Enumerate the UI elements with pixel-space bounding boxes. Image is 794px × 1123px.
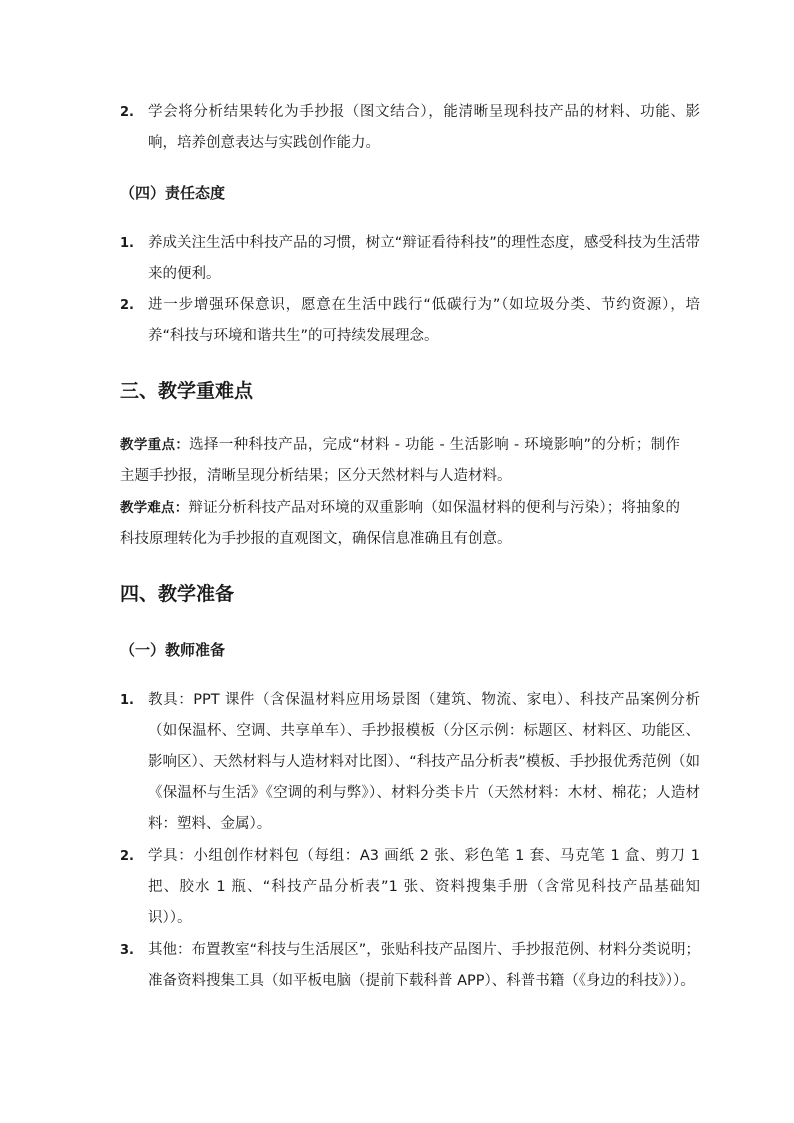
list-item xyxy=(120,97,700,159)
list-item-number: 2. xyxy=(120,105,134,120)
section-heading-responsibility: （四）责任态度 xyxy=(120,184,226,202)
teaching-focus-paragraph xyxy=(120,430,680,492)
list-item xyxy=(120,290,700,352)
list-item xyxy=(120,685,700,840)
list-item-number: 1. xyxy=(120,236,134,251)
teaching-focus-text: 选择一种科技产品，完成“材料 - 功能 - 生活影响 - 环境影响”的分析；制作主题手抄报，清晰呈现分析结果；区分天然材料与人造材料。 xyxy=(120,437,681,484)
teaching-difficulty-paragraph xyxy=(120,493,680,555)
list-item-text: 教具：PPT 课件（含保温材料应用场景图（建筑、物流、家电）、科技产品案例分析（如保温杯、空调、共享单车）、手抄报模板（分区示例：标题区、材料区、功能区、影响区）、天然材料与人造材料对比图）、“科技产品分析表”模板、手抄报优秀范例（如《保温杯与生活》《空调的利与弊》）、材料分类卡片（天然材料：木材、棉花；人造材料：塑料、金属）。 xyxy=(148,692,700,832)
list-item-text: 学具：小组创作材料包（每组：A3 画纸 2 张、彩色笔 1 套、马克笔 1 盒、剪刀 1 把、胶水 1 瓶、“科技产品分析表”1 张、资料搜集手册（含常见科技产品基础知识））。 xyxy=(148,848,700,926)
teaching-difficulty-text: 辩证分析科技产品对环境的双重影响（如保温材料的便利与污染）；将抽象的科技原理转化为手抄报的直观图文，确保信息准确且有创意。 xyxy=(120,500,680,547)
chapter-heading-key-points: 三、教学重难点 xyxy=(120,380,254,402)
list-item-number: 1. xyxy=(120,693,134,708)
list-item-number: 2. xyxy=(120,298,134,313)
teaching-difficulty-label: 教学难点： xyxy=(120,500,189,516)
list-item-text: 养成关注生活中科技产品的习惯，树立“辩证看待科技”的理性态度，感受科技为生活带来的便利。 xyxy=(148,235,700,282)
list-item-number: 2. xyxy=(120,849,134,864)
list-item xyxy=(120,935,700,997)
list-item-text: 学会将分析结果转化为手抄报（图文结合），能清晰呈现科技产品的材料、功能、影响，培养创意表达与实践创作能力。 xyxy=(148,104,700,151)
list-item-text: 其他：布置教室“科技与生活展区”，张贴科技产品图片、手抄报范例、材料分类说明；准备资料搜集工具（如平板电脑（提前下载科普 APP）、科普书籍（《身边的科技》））。 xyxy=(148,942,700,989)
list-item xyxy=(120,228,700,290)
teaching-focus-label: 教学重点： xyxy=(120,437,190,453)
list-item-text: 进一步增强环保意识，愿意在生活中践行“低碳行为”（如垃圾分类、节约资源），培养“科技与环境和谐共生”的可持续发展理念。 xyxy=(148,297,700,344)
list-item-number: 3. xyxy=(120,943,134,958)
section-heading-teacher-prep: （一）教师准备 xyxy=(120,641,226,659)
chapter-heading-preparation: 四、教学准备 xyxy=(120,583,235,605)
list-item xyxy=(120,841,700,934)
